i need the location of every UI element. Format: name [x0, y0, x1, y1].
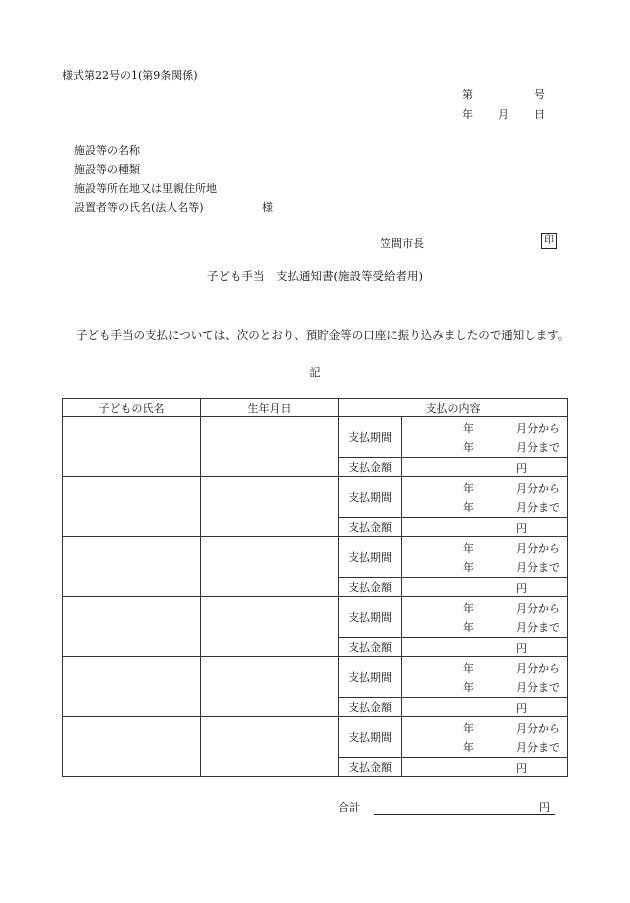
period-to-text: 月分まで — [516, 561, 560, 574]
table-row — [63, 537, 568, 578]
facility-address-label: 施設等所在地又は里親住所地 — [74, 182, 217, 195]
payment-table — [62, 398, 568, 777]
payment-period-value — [402, 417, 568, 458]
child-name-cell[interactable] — [63, 657, 201, 717]
period-from-year: 年 — [463, 482, 474, 495]
notice-body: 子ども手当の支払については、次のとおり、預貯金等の口座に振り込みましたので通知します。 — [76, 328, 570, 342]
payment-period-label: 支払期間 — [339, 657, 402, 698]
payment-amount-value — [402, 578, 568, 597]
date-month: 月 — [498, 108, 509, 121]
payment-amount-label: 支払金額 — [339, 698, 402, 717]
payment-amount-value — [402, 458, 568, 477]
table-row — [63, 417, 568, 458]
period-to-year: 年 — [463, 561, 474, 574]
period-from-year: 年 — [463, 542, 474, 555]
payment-amount-label: 支払金額 — [339, 638, 402, 657]
payment-amount-value — [402, 698, 568, 717]
birthdate-cell[interactable] — [201, 417, 339, 477]
birthdate-cell[interactable] — [201, 717, 339, 777]
child-name-cell[interactable] — [63, 417, 201, 477]
payment-period-label: 支払期間 — [339, 477, 402, 518]
child-name-cell[interactable] — [63, 717, 201, 777]
amount-yen: 円 — [516, 582, 527, 595]
period-from-text: 月分から — [516, 422, 560, 435]
date-day: 日 — [534, 108, 545, 121]
amount-yen: 円 — [516, 462, 527, 475]
period-from-year: 年 — [463, 422, 474, 435]
payment-period-value — [402, 537, 568, 578]
period-to-text: 月分まで — [516, 501, 560, 514]
period-to-year: 年 — [463, 501, 474, 514]
birthdate-cell[interactable] — [201, 657, 339, 717]
payment-amount-value — [402, 638, 568, 657]
table-header-row — [63, 399, 568, 417]
amount-yen: 円 — [516, 642, 527, 655]
period-to-text: 月分まで — [516, 621, 560, 634]
total-yen: 円 — [539, 801, 550, 814]
total-underline — [374, 814, 555, 815]
table-row — [63, 657, 568, 698]
period-to-text: 月分まで — [516, 681, 560, 694]
child-name-cell[interactable] — [63, 597, 201, 657]
payment-amount-label: 支払金額 — [339, 458, 402, 477]
child-name-cell[interactable] — [63, 537, 201, 597]
payment-period-label: 支払期間 — [339, 537, 402, 578]
payment-period-value — [402, 657, 568, 698]
period-from-text: 月分から — [516, 482, 560, 495]
facility-name-label: 施設等の名称 — [74, 144, 140, 157]
birthdate-cell[interactable] — [201, 477, 339, 537]
founder-name-label: 設置者等の氏名(法人名等) — [74, 201, 204, 214]
payment-period-label: 支払期間 — [339, 717, 402, 758]
period-from-year: 年 — [463, 662, 474, 675]
date-year: 年 — [462, 108, 473, 121]
period-to-text: 月分まで — [516, 441, 560, 454]
period-from-text: 月分から — [516, 542, 560, 555]
header-birthdate: 生年月日 — [201, 399, 339, 417]
period-from-text: 月分から — [516, 662, 560, 675]
doc-no-suffix: 号 — [534, 88, 545, 101]
birthdate-cell[interactable] — [201, 597, 339, 657]
amount-yen: 円 — [516, 522, 527, 535]
period-to-year: 年 — [463, 741, 474, 754]
seal-mark: 印 — [541, 233, 557, 249]
period-from-text: 月分から — [516, 602, 560, 615]
payment-period-label: 支払期間 — [339, 597, 402, 638]
table-row — [63, 717, 568, 758]
doc-no-prefix: 第 — [462, 88, 473, 101]
period-to-year: 年 — [463, 681, 474, 694]
table-row — [63, 597, 568, 638]
payment-amount-value — [402, 758, 568, 777]
ki-heading: 記 — [309, 366, 321, 379]
period-from-year: 年 — [463, 722, 474, 735]
facility-type-label: 施設等の種類 — [74, 163, 140, 176]
amount-yen: 円 — [516, 762, 527, 775]
period-to-text: 月分まで — [516, 741, 560, 754]
issuer-title: 笠間市長 — [380, 237, 424, 250]
period-to-year: 年 — [463, 441, 474, 454]
payment-amount-label: 支払金額 — [339, 578, 402, 597]
header-payment-details: 支払の内容 — [339, 399, 568, 417]
payment-amount-value — [402, 518, 568, 537]
payment-amount-label: 支払金額 — [339, 518, 402, 537]
payment-amount-label: 支払金額 — [339, 758, 402, 777]
period-from-text: 月分から — [516, 722, 560, 735]
honorific: 様 — [262, 201, 273, 214]
payment-period-value — [402, 477, 568, 518]
table-row — [63, 477, 568, 518]
period-from-year: 年 — [463, 602, 474, 615]
form-number: 様式第22号の1(第9条関係) — [62, 69, 198, 82]
total-label: 合計 — [338, 801, 360, 814]
period-to-year: 年 — [463, 621, 474, 634]
amount-yen: 円 — [516, 702, 527, 715]
payment-period-label: 支払期間 — [339, 417, 402, 458]
payment-period-value — [402, 597, 568, 638]
document-title: 子ども手当 支払通知書(施設等受給者用) — [207, 269, 423, 283]
header-child-name: 子どもの氏名 — [63, 399, 201, 417]
birthdate-cell[interactable] — [201, 537, 339, 597]
payment-period-value — [402, 717, 568, 758]
child-name-cell[interactable] — [63, 477, 201, 537]
